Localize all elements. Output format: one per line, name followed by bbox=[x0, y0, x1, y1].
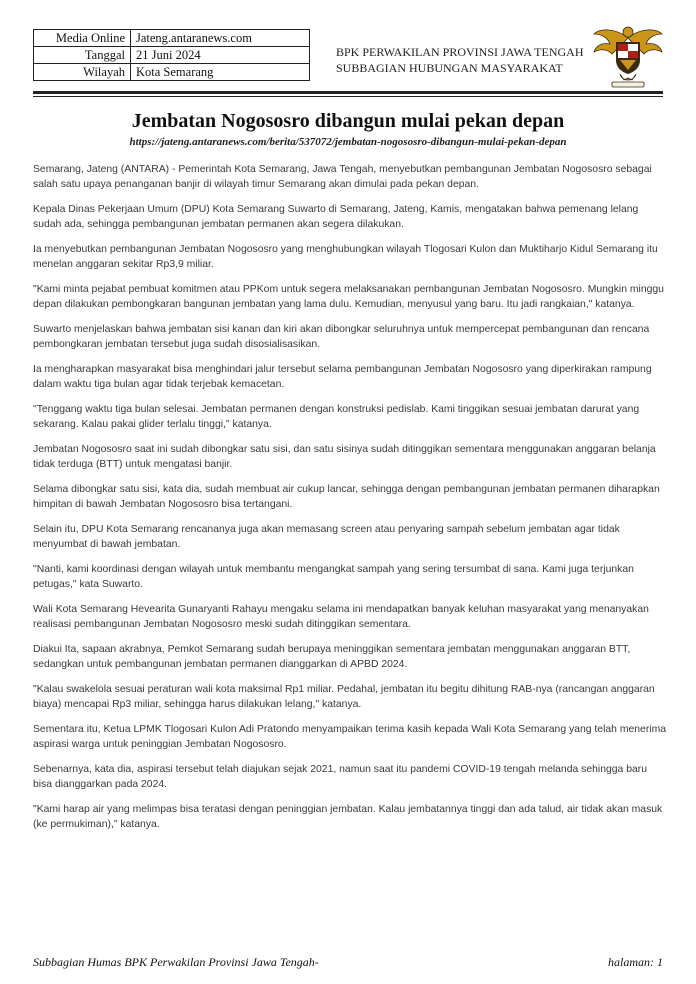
media-row bbox=[34, 30, 310, 47]
region-row bbox=[34, 64, 310, 81]
region-label: Wilayah bbox=[34, 64, 131, 81]
paragraph: Suwarto menjelaskan bahwa jembatan sisi kanan dan kiri akan dibongkar seluruhnya untuk mempercepat pembangunan dan rencana pembongkaran jembatan tersebut juga sudah disosialisasikan. bbox=[33, 324, 650, 350]
paragraph: Kepala Dinas Pekerjaan Umum (DPU) Kota Semarang Suwarto di Semarang, Jateng, Kamis, mengatakan bahwa pemenang lelang sudah ada, sehingga pembangunan jembatan permanen akan segera dilakukan. bbox=[33, 204, 639, 230]
paragraph: "Kami minta pejabat pembuat komitmen atau PPKom untuk segera melaksanakan pembangunan Jembatan Nogososro. Mungkin minggu depan dilakukan pembongkaran bangunan jembatan yang lama dulu. Kemudian, menyusul yang baru. Itu jadi rangkaian," katanya. bbox=[33, 284, 664, 310]
paragraph: Jembatan Nogososro saat ini sudah dibongkar satu sisi, dan satu sisinya sudah ditinggikan sementara menggunakan anggaran belanja tidak terduga (BTT) untuk mengatasi banjir. bbox=[33, 444, 656, 470]
header-rule-thin bbox=[33, 96, 663, 97]
paragraph: "Tenggang waktu tiga bulan selesai. Jembatan permanen dengan konstruksi pedislab. Kami tinggikan sesuai jembatan darurat yang sekarang. Kalau pakai glider terlalu tinggi," katanya. bbox=[33, 404, 640, 430]
paragraph: "Nanti, kami koordinasi dengan wilayah untuk membantu mengangkat sampah yang sering tersumbat di sana. Kami juga terjunkan petugas," kata Suwarto. bbox=[33, 564, 634, 590]
paragraph: Sebenarnya, kata dia, aspirasi tersebut telah diajukan sejak 2021, namun saat itu pandemi COVID-19 tengah melanda sehingga baru bisa dianggarkan pada 2024. bbox=[33, 764, 648, 790]
paragraph: "Kalau swakelola sesuai peraturan wali kota maksimal Rp1 miliar. Pedahal, jembatan itu begitu dihitung RAB-nya (rancangan anggaran biaya) mencapai Rp3 miliar, sehingga harus dilakukan lelang," katanya. bbox=[33, 684, 655, 710]
office-subdivision: SUBBAGIAN HUBUNGAN MASYARAKAT bbox=[336, 61, 563, 75]
paragraph: Sementara itu, Ketua LPMK Tlogosari Kulon Adi Pratondo menyampaikan terima kasih kepada Wali Kota Semarang yang telah menerima aspirasi warga untuk peninggian Jembatan Nogososro. bbox=[33, 724, 667, 750]
media-info-table bbox=[33, 29, 310, 81]
paragraph: Selama dibongkar satu sisi, kata dia, sudah membuat air cukup lancar, sehingga dengan pembangunan jembatan permanen diharapkan himpitan di bawah Jembatan Nogososro bisa tertangani. bbox=[33, 484, 660, 510]
garuda-emblem-icon bbox=[592, 24, 664, 90]
media-value: Jateng.antaranews.com bbox=[131, 30, 310, 47]
date-value: 21 Juni 2024 bbox=[131, 47, 310, 64]
paragraph: Diakui Ita, sapaan akrabnya, Pemkot Semarang sudah berupaya meninggikan sementara jembatan menggunakan anggaran BTT, sedangkan untuk pembangunan jembatan permanen dianggarkan di APBD 2024. bbox=[33, 644, 631, 670]
paragraph: Ia mengharapkan masyarakat bisa menghindari jalur tersebut selama pembangunan Jembatan Nogososro yang diperkirakan rampung dalam waktu tiga bulan agar tidak terjebak kemacetan. bbox=[33, 364, 652, 390]
article-title: Jembatan Nogososro dibangun mulai pekan depan bbox=[131, 110, 565, 132]
header-rule-thick bbox=[33, 91, 663, 94]
article-body bbox=[33, 163, 667, 843]
date-row bbox=[34, 47, 310, 64]
media-label: Media Online bbox=[34, 30, 131, 47]
office-name: BPK PERWAKILAN PROVINSI JAWA TENGAH bbox=[336, 45, 584, 59]
office-heading bbox=[336, 44, 584, 76]
paragraph: Semarang, Jateng (ANTARA) - Pemerintah Kota Semarang, Jawa Tengah, menyebutkan pembangunan Jembatan Nogososro sebagai salah satu upaya penanganan banjir di wilayah timur Semarang akan dimulai pada pekan depan. bbox=[33, 164, 652, 190]
paragraph: Ia menyebutkan pembangunan Jembatan Nogososro yang menghubungkan wilayah Tlogosari Kulon dan Muktiharjo Kidul Semarang itu menelan anggaran sekitar Rp3,9 miliar. bbox=[33, 244, 658, 270]
article-url: https://jateng.antaranews.com/berita/537072/jembatan-nogososro-dibangun-mulai-pekan-depan bbox=[129, 136, 567, 148]
footer-department: Subbagian Humas BPK Perwakilan Provinsi Jawa Tengah- bbox=[33, 955, 319, 969]
paragraph: "Kami harap air yang melimpas bisa teratasi dengan peninggian jembatan. Kalau jembatannya tinggi dan ada talud, air tidak akan masuk (ke permukiman)," katanya. bbox=[33, 804, 663, 830]
region-value: Kota Semarang bbox=[131, 64, 310, 81]
paragraph: Wali Kota Semarang Hevearita Gunaryanti Rahayu mengaku selama ini mendapatkan banyak keluhan masyarakat yang menanyakan realisasi pembangunan Jembatan Nogososro meski sudah ditinggikan sementara. bbox=[33, 604, 649, 630]
date-label: Tanggal bbox=[34, 47, 131, 64]
paragraph: Selain itu, DPU Kota Semarang rencananya juga akan memasang screen atau penyaring sampah sebelum jembatan agar tidak menyumbat di bawah jembatan. bbox=[33, 524, 620, 550]
footer-page-number: halaman: 1 bbox=[608, 955, 663, 969]
